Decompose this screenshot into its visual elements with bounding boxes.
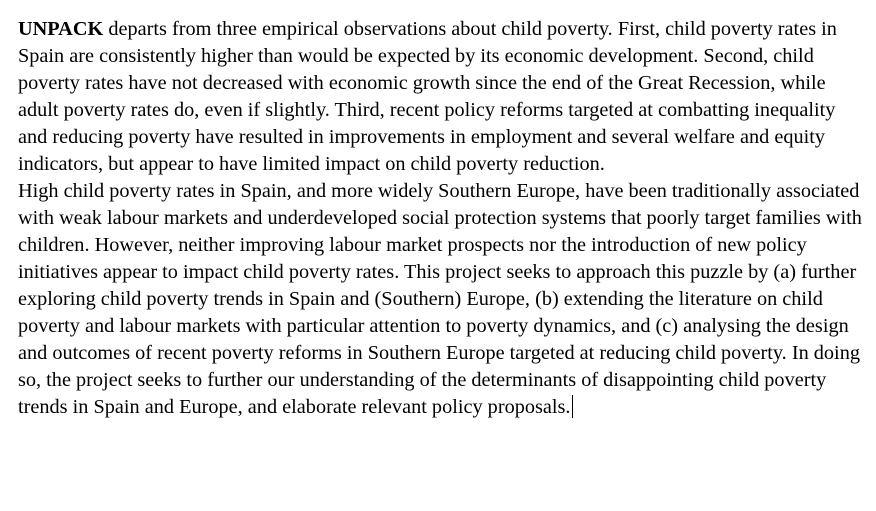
paragraph-observations	[18, 16, 862, 178]
paragraph-observations-text: departs from three empirical observations about child poverty. First, child poverty rates in Spain are consistently higher than would be expected by its economic development. Second, child poverty rates have not decreased with economic growth since the end of the Great Recession, while adult poverty rates do, even if slightly. Third, recent policy reforms targeted at combatting inequality and reducing poverty have resulted in improvements in employment and several welfare and equity indicators, but appear to have limited impact on child poverty reduction.	[18, 18, 837, 175]
paragraph-project-aims-text: High child poverty rates in Spain, and more widely Southern Europe, have been traditionally associated with weak labour markets and underdeveloped social protection systems that poorly target families with children. However, neither improving labour market prospects nor the introduction of new policy initiatives appear to impact child poverty rates. This project seeks to approach this puzzle by (a) further exploring child poverty trends in Spain and (Southern) Europe, (b) extending the literature on child poverty and labour markets with particular attention to poverty dynamics, and (c) analysing the design and outcomes of recent poverty reforms in Southern Europe targeted at reducing child poverty. In doing so, the project seeks to further our understanding of the determinants of disappointing child poverty trends in Spain and Europe, and elaborate relevant policy proposals.	[18, 180, 862, 418]
project-name: UNPACK	[18, 18, 104, 40]
paragraph-project-aims	[18, 178, 862, 421]
text-cursor	[572, 395, 573, 418]
